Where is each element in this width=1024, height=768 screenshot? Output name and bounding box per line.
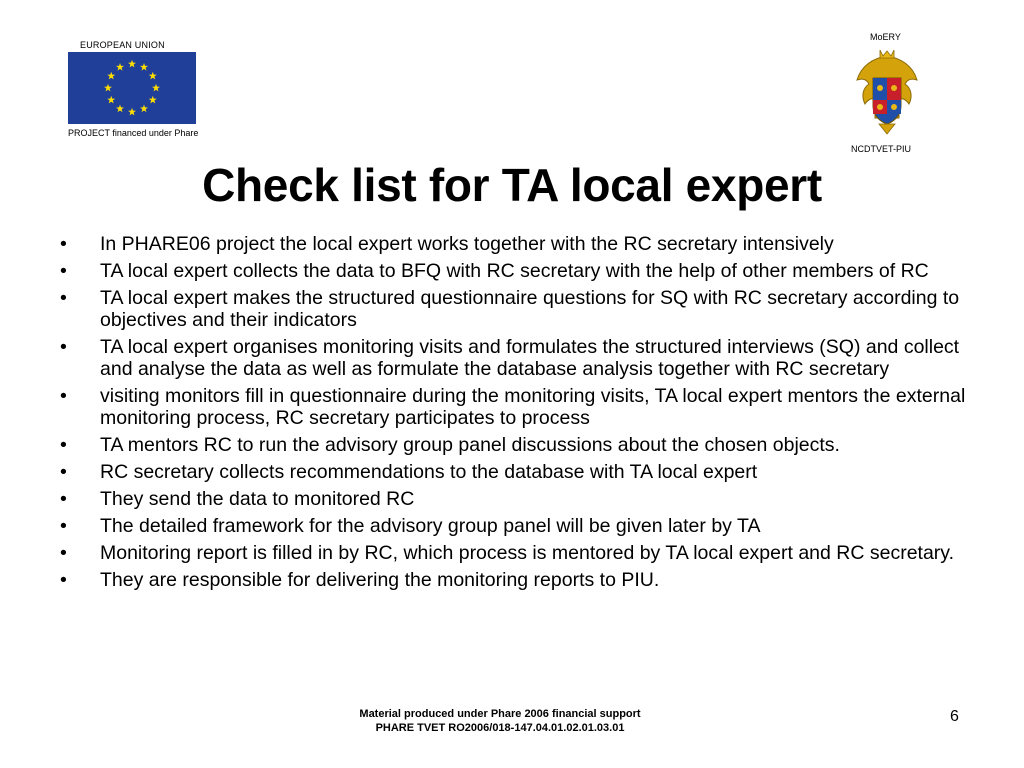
eu-flag-icon xyxy=(68,52,196,124)
page-number: 6 xyxy=(950,708,959,725)
bullet-text: In PHARE06 project the local expert works together with the RC secretary intensively xyxy=(100,233,834,255)
bullet-icon: • xyxy=(60,461,67,483)
bullet-icon: • xyxy=(60,385,67,407)
bullet-icon: • xyxy=(60,488,67,510)
bullet-text: TA local expert makes the structured questionnaire questions for SQ with RC secretary according to objectives and their indicators xyxy=(100,287,960,331)
bullet-text: TA local expert collects the data to BFQ with RC secretary with the help of other members of RC xyxy=(100,260,929,282)
bullet-icon: • xyxy=(60,569,67,591)
bullet-item xyxy=(60,434,970,456)
bullet-icon: • xyxy=(60,515,67,537)
bullet-icon: • xyxy=(60,287,67,309)
bullet-icon: • xyxy=(60,434,67,456)
slide-title: Check list for TA local expert xyxy=(202,159,822,211)
bullet-item xyxy=(60,569,970,591)
eu-label: EUROPEAN UNION xyxy=(80,40,165,50)
bullet-text: They are responsible for delivering the monitoring reports to PIU. xyxy=(100,569,660,591)
bullet-list xyxy=(60,233,970,596)
bullet-item xyxy=(60,488,970,510)
bullet-item xyxy=(60,542,970,564)
bullet-item xyxy=(60,461,970,483)
footer xyxy=(250,707,750,735)
bullet-item xyxy=(60,260,970,282)
bullet-item xyxy=(60,385,970,429)
bullet-text: visiting monitors fill in questionnaire during the monitoring visits, TA local expert mentors the external monitoring process, RC secretary participates to process xyxy=(100,385,966,429)
unit-label: NCDTVET-PIU xyxy=(851,144,912,154)
bullet-text: They send the data to monitored RC xyxy=(100,488,415,510)
bullet-icon: • xyxy=(60,260,67,282)
bullet-item xyxy=(60,233,970,255)
bullet-text: Monitoring report is filled in by RC, which process is mentored by TA local expert and RC secretary. xyxy=(100,542,955,564)
bullet-text: The detailed framework for the advisory group panel will be given later by TA xyxy=(100,515,761,537)
bullet-text: TA local expert organises monitoring visits and formulates the structured interviews (SQ) and collect and analyse the data as well as formulate the database analysis together with RC secretary xyxy=(100,336,960,380)
bullet-icon: • xyxy=(60,336,67,358)
bullet-item xyxy=(60,287,970,331)
bullet-item xyxy=(60,515,970,537)
phare-label: PROJECT financed under Phare xyxy=(68,128,199,138)
romanian-coat-of-arms-icon xyxy=(853,48,921,136)
bullet-icon: • xyxy=(60,233,67,255)
bullet-icon: • xyxy=(60,542,67,564)
ministry-label: MoERY xyxy=(870,32,901,42)
bullet-item xyxy=(60,336,970,380)
bullet-text: RC secretary collects recommendations to the database with TA local expert xyxy=(100,461,758,483)
bullet-text: TA mentors RC to run the advisory group panel discussions about the chosen objects. xyxy=(100,434,840,456)
footer-line-1: Material produced under Phare 2006 financial support xyxy=(359,708,641,720)
footer-line-2: PHARE TVET RO2006/018-147.04.01.02.01.03.01 xyxy=(375,722,625,734)
